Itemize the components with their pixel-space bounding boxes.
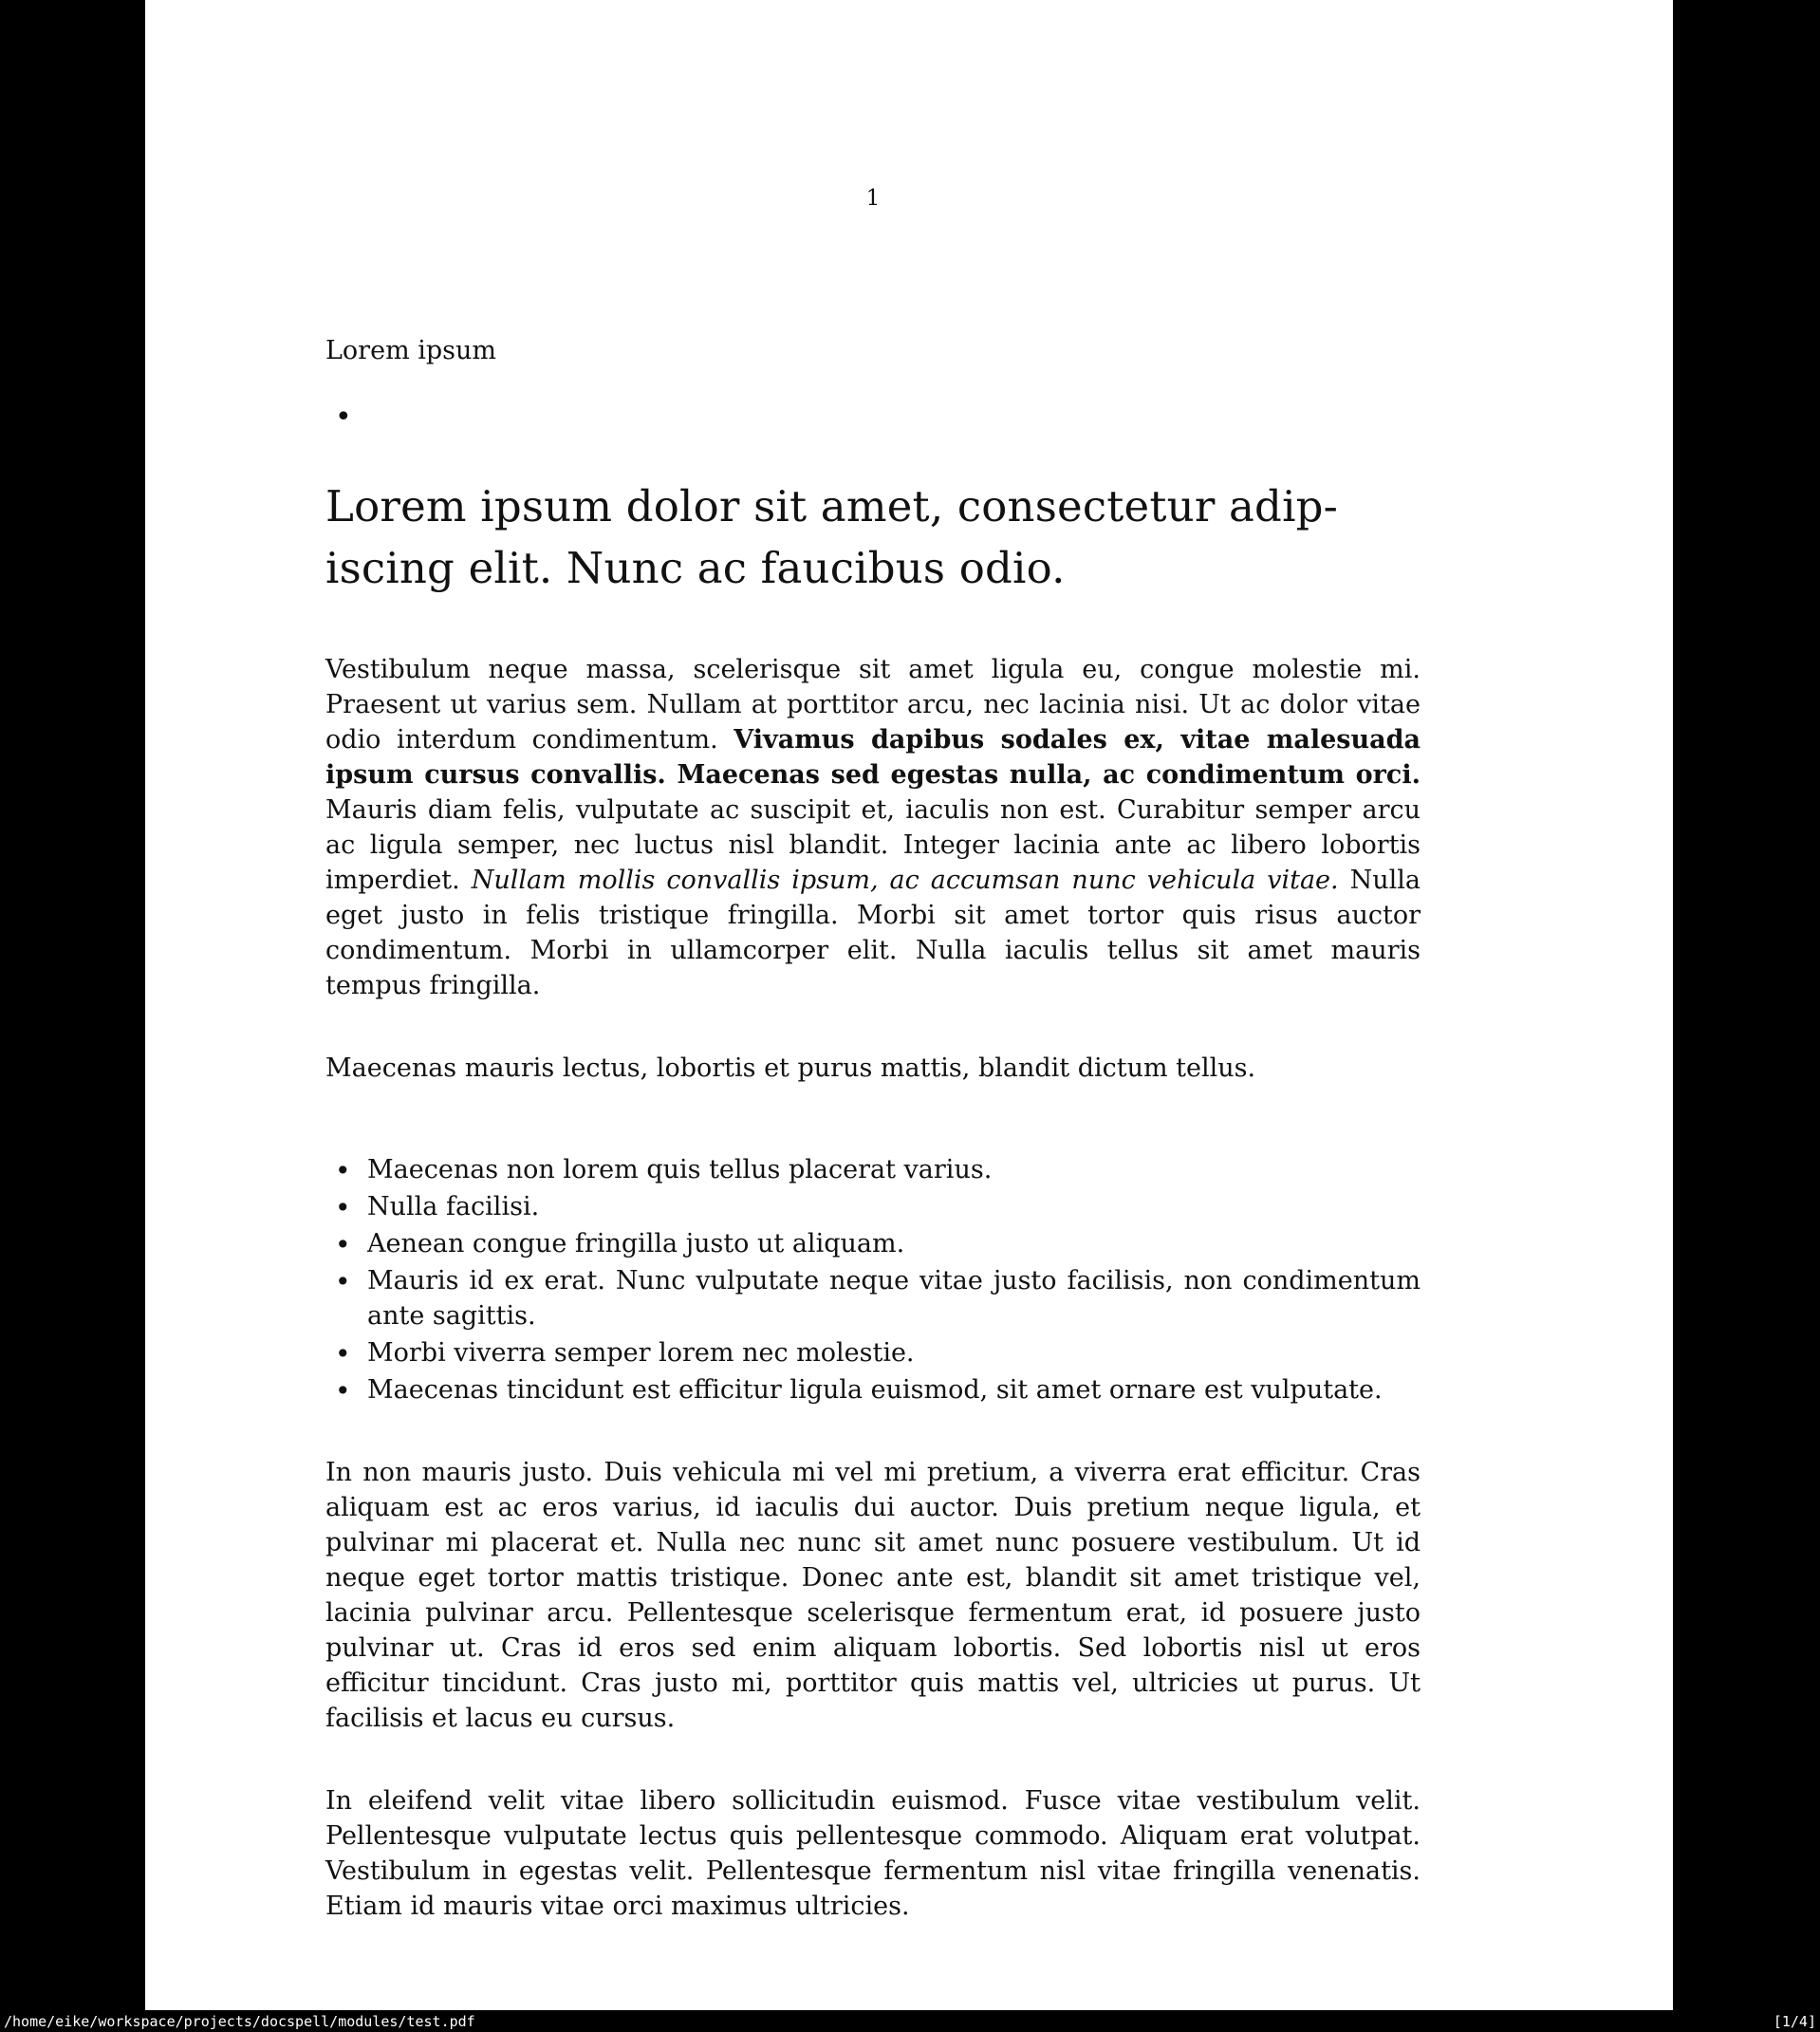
paragraph-1 — [325, 652, 1421, 1003]
list-item-text: Mauris id ex erat. Nunc vulputate neque vitae justo facilisis, non condimentum ante sagittis. — [367, 1266, 1421, 1331]
list-item-text: Maecenas tincidunt est efficitur ligula euismod, sit amet ornare est vulputate. — [367, 1375, 1383, 1405]
paragraph-2: Maecenas mauris lectus, lobortis et purus mattis, blandit dictum tellus. — [325, 1053, 1256, 1083]
list-item-text: Aenean congue fringilla justo ut aliquam. — [367, 1229, 905, 1258]
status-bar — [0, 2010, 1820, 2032]
bullet-icon: • — [335, 1375, 351, 1407]
list-item — [325, 1263, 1421, 1333]
paragraph-4: In eleifend velit vitae libero sollicitudin euismod. Fusce vitae vestibulum velit. Pellentesque vulputate lectus quis pellentesque commodo. Aliquam erat volutpat. Vestibulum in egestas velit. Pellentesque fermentum nisl vitae fringilla venenatis. Etiam id mauris vitae orci maximus ultricies. — [325, 1786, 1421, 1921]
file-path: /home/eike/workspace/projects/docspell/modules/test.pdf — [4, 2012, 475, 2030]
paragraph-1-bold-text: Vivamus dapibus sodales ex, vitae malesuada ipsum cursus convallis. Maecenas sed egestas nulla, ac condimentum orci. — [325, 725, 1421, 790]
list-item-text: Nulla facilisi. — [367, 1192, 540, 1221]
bullet-list — [325, 1152, 1421, 1407]
heading-line-2: iscing elit. Nunc ac faucibus odio. — [325, 543, 1066, 593]
list-item — [325, 1226, 1421, 1261]
bullet-icon: • — [335, 1192, 351, 1223]
list-item-text: Morbi viverra semper lorem nec molestie. — [367, 1338, 915, 1368]
bullet-icon: • — [335, 401, 352, 434]
list-item-text: Maecenas non lorem quis tellus placerat varius. — [367, 1155, 993, 1184]
empty-list-item — [325, 400, 1421, 436]
page-number: 1 — [865, 186, 881, 211]
pdf-page[interactable] — [145, 0, 1673, 2010]
paragraph-1-text: Mauris diam felis, vulputate ac suscipit et, iaculis non est. Curabitur semper arcu ac ligula semper, nec luctus nisl blandit. Integer lacinia ante ac libero lobortis imperdiet. — [325, 795, 1421, 895]
bullet-icon: • — [335, 1266, 351, 1297]
paragraph-3: In non mauris justo. Duis vehicula mi vel mi pretium, a viverra erat efficitur. Cras aliquam est ac eros varius, id iaculis dui auctor. Duis pretium neque ligula, et pulvinar mi placerat et. Nulla nec nunc sit amet nunc posuere vestibulum. Ut id neque eget tortor mattis tristique. Donec ante est, blandit sit amet tristique vel, lacinia pulvinar arcu. Pellentesque scelerisque fermentum erat, id posuere justo pulvinar ut. Cras id eros sed enim aliquam lobortis. Sed lobortis nisl ut eros efficitur tincidunt. Cras justo mi, porttitor quis mattis vel, ultricies ut purus. Ut facilisis et lacus eu cursus. — [325, 1458, 1421, 1733]
paragraph-1-italic-text: Nullam mollis convallis ipsum, ac accumsan nunc vehicula vitae. — [471, 866, 1339, 895]
paragraph-1-text: Nulla eget justo in felis tristique fringilla. Morbi sit amet tortor quis risus auctor condimentum. Morbi in ullamcorper elit. Nulla iaculis tellus sit amet mauris tempus fringilla. — [325, 866, 1421, 1000]
bullet-icon: • — [335, 1155, 351, 1186]
page-content — [325, 0, 1421, 1924]
intro-text: Lorem ipsum — [325, 336, 497, 365]
list-item — [325, 1152, 1421, 1187]
bullet-icon: • — [335, 1229, 351, 1260]
list-item — [325, 1189, 1421, 1224]
list-item — [325, 1372, 1421, 1407]
paragraph-1-text: Vestibulum neque massa, scelerisque sit amet ligula eu, congue molestie mi. Praesent ut varius sem. Nullam at porttitor arcu, nec lacinia nisi. Ut ac dolor vitae odio interdum condimentum. — [325, 655, 1421, 755]
document-heading — [325, 475, 1421, 599]
bullet-icon: • — [335, 1338, 351, 1370]
heading-line-1: Lorem ipsum dolor sit amet, consectetur adip- — [325, 481, 1339, 531]
list-item — [325, 1335, 1421, 1370]
page-indicator: [1/4] — [1773, 2012, 1816, 2030]
